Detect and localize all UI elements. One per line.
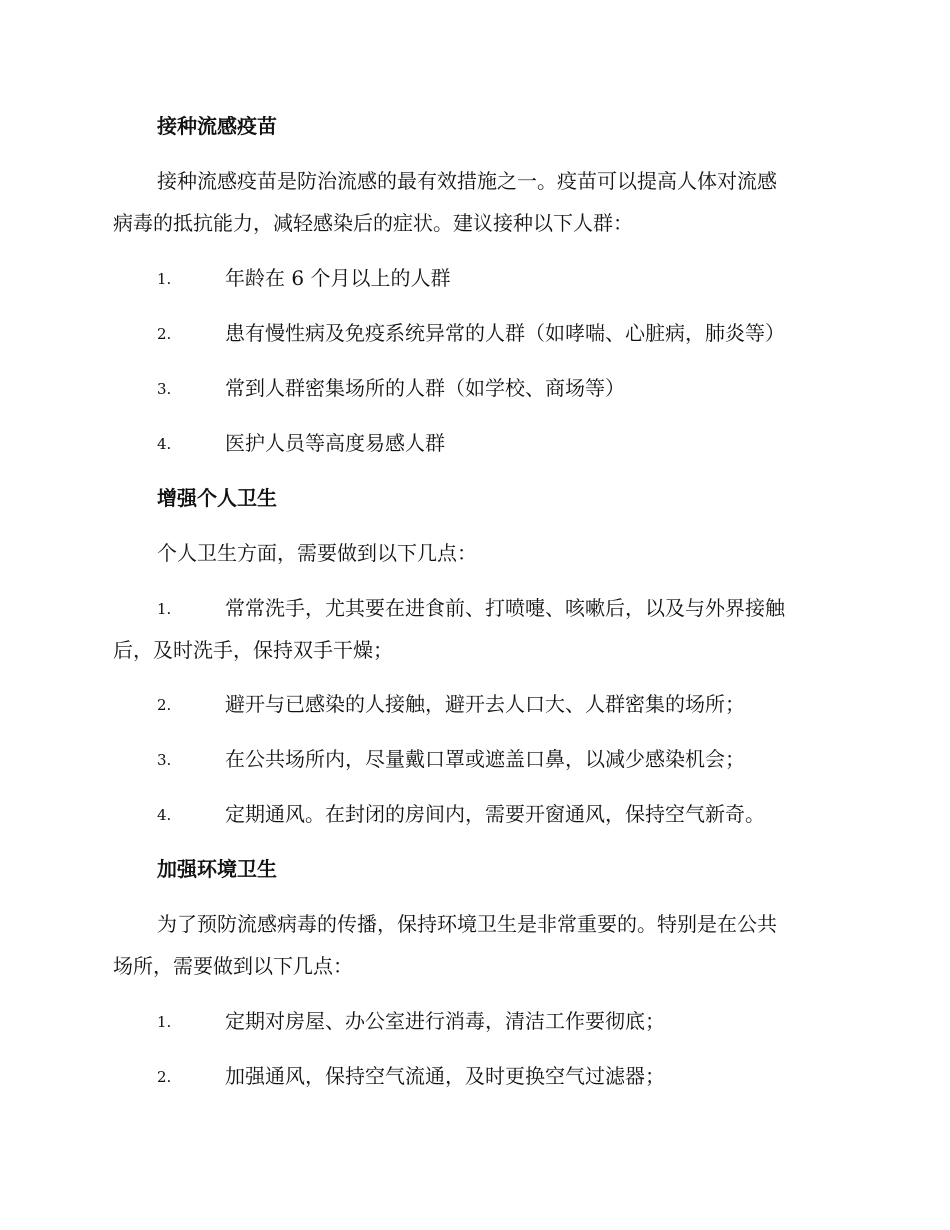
list-item-text: 患有慢性病及免疫系统异常的人群（如哮喘、心脏病，肺炎等） (225, 321, 785, 345)
list-item-continuation: 后，及时洗手，保持双手干燥； (113, 638, 393, 662)
list-item-text: 医护人员等高度易感人群 (225, 431, 445, 455)
section-intro-line: 场所，需要做到以下几点： (113, 954, 353, 978)
list-item-number: 3. (157, 751, 172, 769)
list-item-number: 2. (157, 696, 172, 714)
list-item-number: 2. (157, 1068, 172, 1086)
section-intro-line: 个人卫生方面，需要做到以下几点： (157, 541, 477, 565)
list-item-text: 定期对房屋、办公室进行消毒，清洁工作要彻底； (225, 1009, 665, 1033)
section-heading-vaccination: 接种流感疫苗 (157, 114, 277, 138)
list-item-number: 4. (157, 435, 172, 453)
section-intro-line: 为了预防流感病毒的传播，保持环境卫生是非常重要的。特别是在公共 (157, 912, 777, 936)
list-item-text: 定期通风。在封闭的房间内，需要开窗通风，保持空气新奇。 (225, 802, 765, 826)
section-intro-line: 接种流感疫苗是防治流感的最有效措施之一。疫苗可以提高人体对流感 (157, 169, 777, 193)
list-item-number: 2. (157, 325, 172, 343)
list-item-text: 常到人群密集场所的人群（如学校、商场等） (225, 376, 625, 400)
list-item-text: 避开与已感染的人接触，避开去人口大、人群密集的场所； (225, 692, 745, 716)
section-intro-line: 病毒的抵抗能力，减轻感染后的症状。建议接种以下人群： (113, 211, 633, 235)
list-item-number: 1. (157, 600, 172, 618)
list-item-text: 在公共场所内，尽量戴口罩或遮盖口鼻，以减少感染机会； (225, 747, 745, 771)
section-heading-hygiene: 增强个人卫生 (157, 486, 277, 510)
list-item-text: 年龄在 6 个月以上的人群 (225, 266, 451, 290)
list-item-number: 1. (157, 1013, 172, 1031)
list-item-number: 1. (157, 270, 172, 288)
list-item-number: 3. (157, 380, 172, 398)
list-item-text: 常常洗手，尤其要在进食前、打喷嚏、咳嗽后，以及与外界接触 (225, 596, 785, 620)
list-item-number: 4. (157, 806, 172, 824)
section-heading-environment: 加强环境卫生 (157, 857, 277, 881)
list-item-text: 加强通风，保持空气流通，及时更换空气过滤器； (225, 1064, 665, 1088)
